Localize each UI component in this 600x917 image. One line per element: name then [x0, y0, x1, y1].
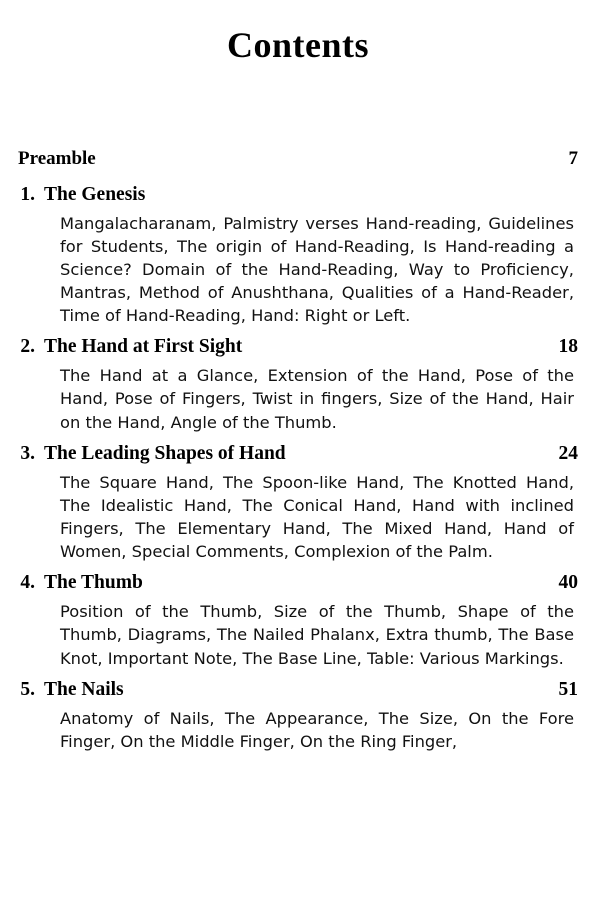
chapter-number: 2.	[20, 336, 35, 358]
chapter-heading	[18, 336, 578, 358]
toc-chapter-entry[interactable]	[18, 336, 578, 433]
chapter-number: 3.	[20, 442, 35, 464]
chapter-title: The Leading Shapes of Hand	[44, 442, 286, 464]
chapter-description: The Square Hand, The Spoon-like Hand, The Knotted Hand, The Idealistic Hand, The Conical Hand, Hand with inclined Fingers, The Elementary Hand, The Mixed Hand, Hand of Women, Special Comments, Complexion of the Palm.	[60, 472, 574, 562]
chapter-description: Position of the Thumb, Size of the Thumb, Shape of the Thumb, Diagrams, The Nailed Phalanx, Extra thumb, The Base Knot, Important Note, The Base Line, Table: Various Markings.	[60, 602, 574, 668]
page-title: Contents	[226, 25, 369, 65]
contents-page	[0, 26, 600, 917]
chapter-page-number: 18	[558, 336, 578, 358]
front-matter-label: Preamble	[18, 147, 96, 169]
chapter-number: 1.	[20, 183, 35, 205]
chapter-number: 5.	[20, 678, 35, 700]
chapter-title: The Hand at First Sight	[44, 336, 243, 358]
front-matter-page-number: 7	[568, 147, 578, 169]
chapter-page-number: 51	[558, 678, 578, 700]
chapter-page-number: 40	[558, 572, 578, 594]
table-of-contents	[18, 148, 578, 753]
chapter-title: The Nails	[44, 678, 124, 700]
chapter-page-number: 24	[558, 442, 578, 464]
toc-chapter-entry[interactable]	[18, 572, 578, 669]
chapter-title: The Thumb	[44, 572, 143, 594]
toc-chapter-entry[interactable]	[18, 679, 578, 753]
toc-chapter-entry[interactable]	[18, 443, 578, 564]
chapter-description: Anatomy of Nails, The Appearance, The Size, On the Fore Finger, On the Middle Finger, On the Ring Finger,	[60, 708, 574, 751]
chapter-title: The Genesis	[44, 183, 146, 205]
toc-chapter-entry[interactable]	[18, 184, 578, 328]
chapter-heading	[18, 443, 578, 465]
chapter-heading	[18, 572, 578, 594]
toc-front-matter-entry[interactable]	[18, 148, 578, 170]
chapter-heading	[18, 679, 578, 701]
chapter-description: The Hand at a Glance, Extension of the Hand, Pose of the Hand, Pose of Fingers, Twist in fingers, Size of the Hand, Hair on the Hand, Angle of the Thumb.	[60, 366, 574, 432]
chapter-description: Mangalacharanam, Palmistry verses Hand-reading, Guidelines for Students, The origin of Hand-Reading, Is Hand-reading a Science? Domain of the Hand-Reading, Way to Proficiency, Mantras, Method of Anushthana, Qualities of a Hand-Reader, Time of Hand-Reading, Hand: Right or Left.	[60, 213, 574, 326]
chapter-heading	[18, 184, 578, 206]
chapter-number: 4.	[20, 572, 35, 594]
